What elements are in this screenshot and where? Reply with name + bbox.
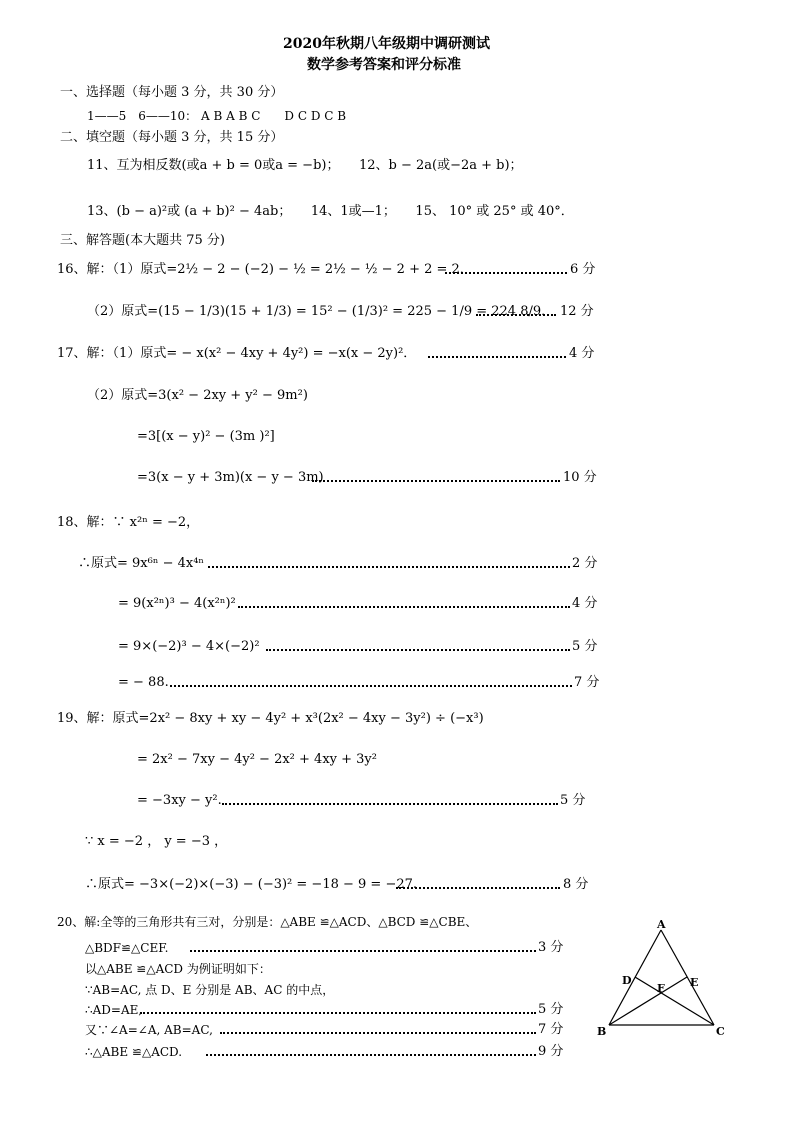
- q20-line5: ∴AD=AE,: [85, 1003, 143, 1017]
- q18-points-1: 2 分: [572, 556, 598, 571]
- q16-label2: （2）原式=: [87, 304, 159, 319]
- q20-line1: 20、解:全等的三角形共有三对，分别是：△ABE ≌△ACD、△BCD ≌△CBE、: [57, 915, 478, 929]
- q18-line4: = 9×(−2)³ − 4×(−2)²: [118, 639, 260, 654]
- q17-line1: 17、解：（1）原式= − x(x² − 4xy + 4y²) = −x(x − 2y)²．: [57, 346, 417, 361]
- q19-points-2: 8 分: [563, 877, 589, 892]
- q18-points-3: 5 分: [572, 639, 598, 654]
- label-d: D: [622, 974, 632, 987]
- dotted-leader: [396, 887, 560, 889]
- q18-line2: ∴原式= 9x⁶ⁿ − 4x⁴ⁿ: [78, 556, 205, 571]
- dotted-leader: [445, 272, 567, 274]
- triangle-figure: [595, 918, 745, 1048]
- page-title: 2020年秋期八年级期中调研测试: [283, 36, 490, 52]
- q19-line5: ∴原式= −3×(−2)×(−3) − (−3)² = −18 − 9 = −27.: [85, 877, 418, 892]
- dotted-leader: [140, 1012, 536, 1014]
- q16-points-2: 12 分: [560, 304, 594, 319]
- q19-line3: = −3xy − y².: [137, 793, 222, 808]
- label-b: B: [597, 1025, 607, 1038]
- answer-13-15: 13、(b − a)²或 (a + b)² − 4ab； 14、1或—1； 15、 10° 或 25° 或 40°．: [87, 204, 574, 219]
- section-solve-heading: 三、解答题(本大题共 75 分): [60, 233, 225, 248]
- q18-points-4: 7 分: [574, 675, 600, 690]
- q20-line6: 又∵∠A=∠A, AB=AC,: [85, 1023, 213, 1037]
- q20-line4: ∵AB=AC, 点 D、E 分别是 AB、AC 的中点，: [85, 983, 335, 997]
- q17-line3: =3[(x − y)² − (3m )²]: [137, 429, 275, 444]
- label-e: E: [690, 976, 699, 989]
- q17-line4: =3(x − y + 3m)(x − y − 3m): [137, 470, 324, 485]
- dotted-leader: [312, 480, 560, 482]
- q16-points-1: 6 分: [570, 262, 596, 277]
- q20-points-2: 5 分: [538, 1002, 564, 1017]
- dotted-leader: [190, 950, 536, 952]
- dotted-leader: [170, 685, 572, 687]
- dotted-leader: [220, 1032, 536, 1034]
- q20-line2: △BDF≌△CEF.: [85, 941, 169, 955]
- q20-points-1: 3 分: [538, 940, 564, 955]
- q18-line5: = − 88.: [118, 675, 169, 690]
- choice-answers: 1——5 6——10： A B A B C D C D C B: [87, 109, 347, 123]
- dotted-leader: [222, 803, 558, 805]
- section-choice-heading: 一、选择题（每小题 3 分，共 30 分）: [60, 85, 284, 100]
- dotted-leader: [208, 566, 570, 568]
- q19-points-1: 5 分: [560, 793, 586, 808]
- q18-line1: 18、解：∵ x²ⁿ = −2，: [57, 515, 200, 530]
- q18-points-2: 4 分: [572, 596, 598, 611]
- q20-points-4: 9 分: [538, 1044, 564, 1059]
- q20-line7: ∴△ABE ≌△ACD.: [85, 1045, 183, 1059]
- q19-line4: ∵ x = −2 ， y = −3 ，: [85, 834, 228, 849]
- dotted-leader: [238, 606, 570, 608]
- dotted-leader: [476, 314, 556, 316]
- page-subtitle: 数学参考答案和评分标准: [307, 57, 461, 73]
- q18-line3: = 9(x²ⁿ)³ − 4(x²ⁿ)²: [118, 596, 236, 611]
- q19-line1: 19、解：原式=2x² − 8xy + xy − 4y² + x³(2x² − 4xy − 3y²) ÷ (−x³): [57, 711, 484, 726]
- q20-points-3: 7 分: [538, 1022, 564, 1037]
- q16-expr2: (15 − 1/3)(15 + 1/3) = 15² − (1/3)² = 225 − 1/9 = 224 8/9．: [158, 304, 555, 319]
- q16-expr1: 2½ − 2 − (−2) − ½ = 2½ − ½ − 2 + 2 = 2．: [177, 262, 473, 277]
- dotted-leader: [266, 649, 570, 651]
- label-f: F: [657, 982, 665, 995]
- section-fill-heading: 二、填空题（每小题 3 分，共 15 分）: [60, 130, 284, 145]
- label-c: C: [716, 1025, 725, 1038]
- answer-11-12: 11、互为相反数(或a + b = 0或a = −b)； 12、b − 2a(或−2a + b)；: [87, 158, 523, 173]
- q17-points-1: 4 分: [569, 346, 595, 361]
- dotted-leader: [206, 1054, 536, 1056]
- q16-line2: [87, 304, 554, 320]
- edge-ac: [661, 930, 714, 1025]
- label-a: A: [657, 918, 666, 931]
- q20-line3: 以△ABE ≌△ACD 为例证明如下：: [85, 962, 271, 976]
- q17-line2: （2）原式=3(x² − 2xy + y² − 9m²): [87, 388, 308, 403]
- q19-line2: = 2x² − 7xy − 4y² − 2x² + 4xy + 3y²: [137, 752, 377, 767]
- dotted-leader: [428, 356, 566, 358]
- q16-label: 16、解：（1）原式=: [57, 262, 178, 277]
- q17-points-2: 10 分: [563, 470, 597, 485]
- q16-line1: [57, 262, 473, 278]
